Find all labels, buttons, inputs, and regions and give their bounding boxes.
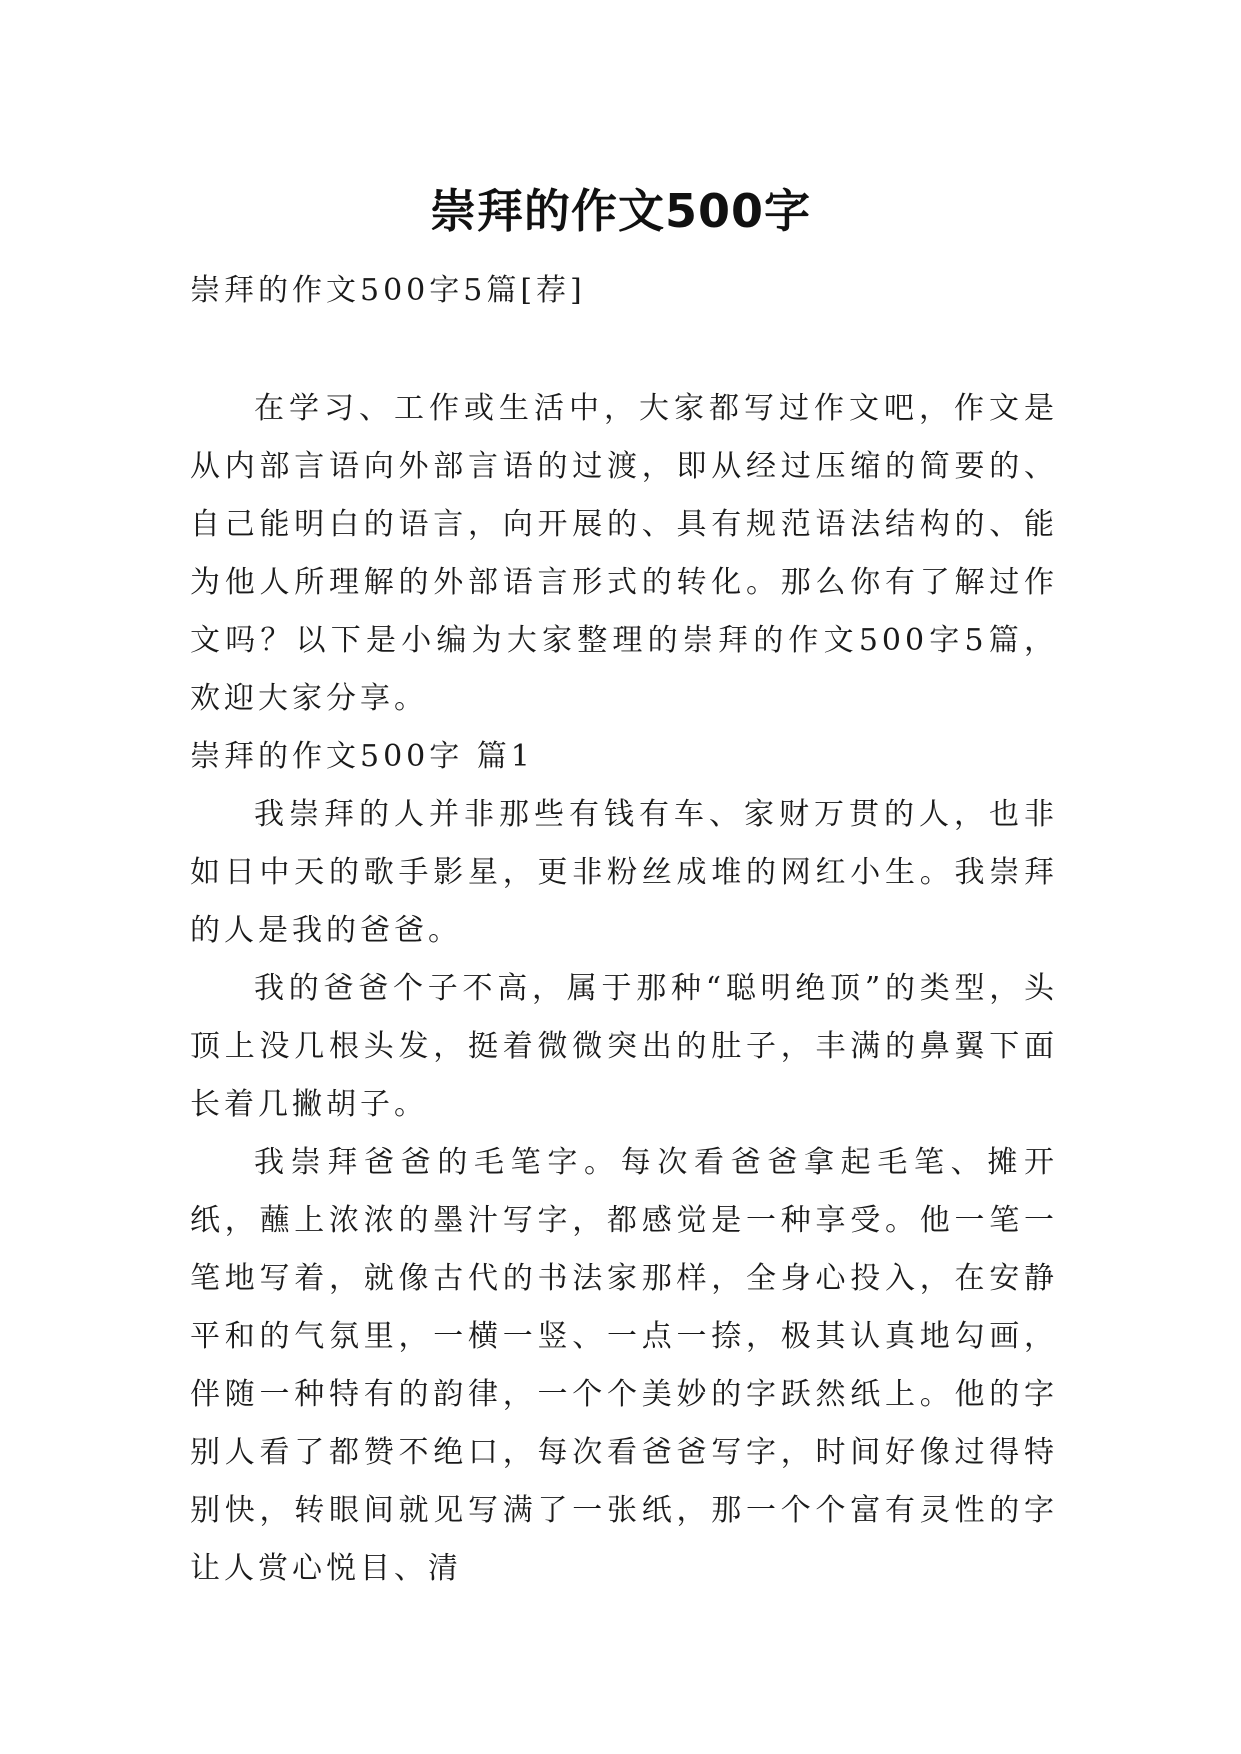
body-paragraph: 我崇拜的人并非那些有钱有车、家财万贯的人，也非如日中天的歌手影星，更非粉丝成堆的网红小生。我崇拜的人是我的爸爸。 [190,797,1058,948]
document-title: 崇拜的作文500字 [429,183,812,238]
intro-paragraph: 在学习、工作或生活中，大家都写过作文吧，作文是从内部言语向外部言语的过渡，即从经过压缩的简要的、自己能明白的语言，向开展的、具有规范语法结构的、能为他人所理解的外部语言形式的转化。那么你有了解过作文吗？以下是小编为大家整理的崇拜的作文500字5篇，欢迎大家分享。 [190,391,1058,716]
body-paragraph: 我崇拜爸爸的毛笔字。每次看爸爸拿起毛笔、摊开纸，蘸上浓浓的墨汁写字，都感觉是一种享受。他一笔一笔地写着，就像古代的书法家那样，全身心投入，在安静平和的气氛里，一横一竖、一点一捺，极其认真地勾画，伴随一种特有的韵律，一个个美妙的字跃然纸上。他的字别人看了都赞不绝口，每次看爸爸写字，时间好像过得特别快，转眼间就见写满了一张纸，那一个个富有灵性的字让人赏心悦目、清 [190,1145,1058,1586]
body-paragraph: 我的爸爸个子不高，属于那种“聪明绝顶”的类型，头顶上没几根头发，挺着微微突出的肚子，丰满的鼻翼下面长着几撇胡子。 [190,971,1058,1122]
section-heading: 崇拜的作文500字 篇1 [190,739,534,774]
document-subtitle: 崇拜的作文500字5篇[荐] [190,273,586,308]
document-body [190,262,1058,1598]
